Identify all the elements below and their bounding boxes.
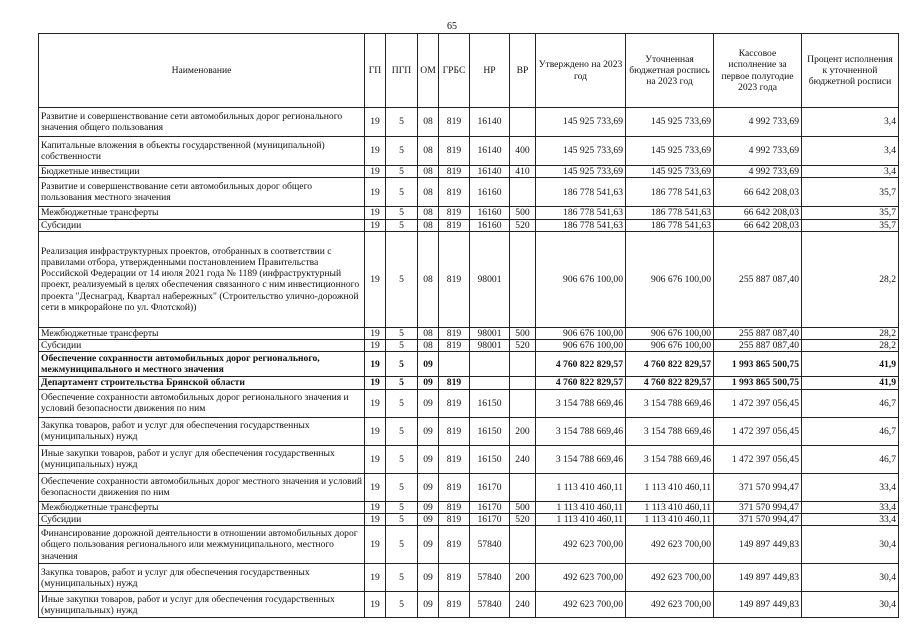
cell-percent: 33,4	[802, 501, 899, 513]
cell-np: 16150	[470, 445, 510, 473]
table-row	[39, 166, 899, 178]
cell-om: 09	[418, 473, 439, 501]
cell-om: 08	[418, 178, 439, 207]
cell-np: 16140	[470, 137, 510, 166]
cell-np	[470, 377, 510, 389]
cell-vr: 200	[510, 417, 536, 445]
cell-name: Иные закупки товаров, работ и услуг для обеспечения государственных (муниципальных) нужд	[39, 445, 365, 473]
cell-refined: 186 778 541,63	[626, 178, 714, 207]
cell-grbs: 819	[439, 166, 470, 178]
cell-approved: 186 778 541,63	[536, 178, 626, 207]
cell-cash: 371 570 994,47	[714, 473, 802, 501]
cell-grbs: 819	[439, 327, 470, 339]
table-row	[39, 137, 899, 166]
cell-ppgp: 5	[386, 592, 418, 618]
cell-name: Развитие и совершенствование сети автомобильных дорог регионального значения общего пользования	[39, 108, 365, 137]
cell-cash: 255 887 087,40	[714, 340, 802, 352]
header-refined: Уточненная бюджетная роспись на 2023 год	[626, 34, 714, 108]
cell-om: 09	[418, 501, 439, 513]
cell-grbs: 819	[439, 219, 470, 231]
cell-vr	[510, 231, 536, 327]
cell-ppgp: 5	[386, 473, 418, 501]
cell-np: 16160	[470, 219, 510, 231]
cell-cash: 4 992 733,69	[714, 137, 802, 166]
cell-cash: 66 642 208,03	[714, 207, 802, 219]
cell-grbs: 819	[439, 592, 470, 618]
cell-refined: 145 925 733,69	[626, 137, 714, 166]
header-grbs: ГРБС	[439, 34, 470, 108]
table-body	[39, 108, 899, 618]
cell-gp: 19	[365, 501, 386, 513]
cell-name: Межбюджетные трансферты	[39, 207, 365, 219]
cell-grbs: 819	[439, 417, 470, 445]
cell-percent: 33,4	[802, 514, 899, 526]
cell-vr: 520	[510, 514, 536, 526]
cell-gp: 19	[365, 417, 386, 445]
cell-ppgp: 5	[386, 564, 418, 592]
cell-ppgp: 5	[386, 178, 418, 207]
table-row	[39, 207, 899, 219]
table-row	[39, 445, 899, 473]
cell-cash: 149 897 449,83	[714, 564, 802, 592]
cell-vr	[510, 178, 536, 207]
cell-name: Обеспечение сохранности автомобильных дорог местного значения и условий безопасности движения по ним	[39, 473, 365, 501]
cell-np: 16140	[470, 108, 510, 137]
cell-vr: 520	[510, 340, 536, 352]
cell-gp: 19	[365, 377, 386, 389]
table-row	[39, 327, 899, 339]
cell-vr	[510, 108, 536, 137]
cell-approved: 492 623 700,00	[536, 526, 626, 564]
cell-ppgp: 5	[386, 445, 418, 473]
cell-ppgp: 5	[386, 327, 418, 339]
cell-om: 08	[418, 231, 439, 327]
cell-cash: 1 472 397 056,45	[714, 445, 802, 473]
cell-gp: 19	[365, 526, 386, 564]
cell-ppgp: 5	[386, 352, 418, 377]
cell-cash: 4 992 733,69	[714, 108, 802, 137]
cell-vr	[510, 473, 536, 501]
cell-ppgp: 5	[386, 231, 418, 327]
cell-vr: 240	[510, 592, 536, 618]
cell-ppgp: 5	[386, 501, 418, 513]
header-np: НР	[470, 34, 510, 108]
cell-refined: 4 760 822 829,57	[626, 352, 714, 377]
table-row	[39, 352, 899, 377]
header-gp: ГП	[365, 34, 386, 108]
cell-refined: 4 760 822 829,57	[626, 377, 714, 389]
cell-cash: 255 887 087,40	[714, 327, 802, 339]
cell-name: Закупка товаров, работ и услуг для обеспечения государственных (муниципальных) нужд	[39, 564, 365, 592]
cell-percent: 46,7	[802, 417, 899, 445]
cell-percent: 41,9	[802, 377, 899, 389]
cell-grbs: 819	[439, 445, 470, 473]
cell-np	[470, 352, 510, 377]
cell-approved: 906 676 100,00	[536, 327, 626, 339]
cell-ppgp: 5	[386, 526, 418, 564]
cell-vr: 410	[510, 166, 536, 178]
cell-refined: 1 113 410 460,11	[626, 514, 714, 526]
cell-gp: 19	[365, 178, 386, 207]
cell-grbs: 819	[439, 501, 470, 513]
cell-approved: 1 113 410 460,11	[536, 514, 626, 526]
cell-gp: 19	[365, 137, 386, 166]
cell-gp: 19	[365, 473, 386, 501]
cell-om: 08	[418, 108, 439, 137]
cell-approved: 906 676 100,00	[536, 231, 626, 327]
cell-vr	[510, 377, 536, 389]
cell-name: Капитальные вложения в объекты государственной (муниципальной) собственности	[39, 137, 365, 166]
cell-vr: 500	[510, 501, 536, 513]
cell-cash: 66 642 208,03	[714, 219, 802, 231]
cell-ppgp: 5	[386, 207, 418, 219]
cell-vr: 240	[510, 445, 536, 473]
cell-np: 16140	[470, 166, 510, 178]
cell-approved: 145 925 733,69	[536, 166, 626, 178]
cell-gp: 19	[365, 389, 386, 417]
cell-name: Реализация инфраструктурных проектов, отобранных в соответствии с правилами отбора, утвержденными постановлением Правительства Российской Федерации от 14 июля 2021 года № 1189 (инфраструктурный проект, реализуемый в целях обеспечения связанного с ним инвестиционного проекта "Деснаград, Квартал набережных" (Строительство улично-дорожной сети в микрорайоне по ул. Флотской))	[39, 231, 365, 327]
header-percent: Процент исполнения к уточненной бюджетной росписи	[802, 34, 899, 108]
cell-cash: 371 570 994,47	[714, 514, 802, 526]
cell-percent: 35,7	[802, 178, 899, 207]
cell-om: 09	[418, 445, 439, 473]
cell-percent: 28,2	[802, 327, 899, 339]
cell-approved: 4 760 822 829,57	[536, 377, 626, 389]
cell-om: 08	[418, 137, 439, 166]
cell-vr: 400	[510, 137, 536, 166]
cell-percent: 28,2	[802, 231, 899, 327]
cell-om: 08	[418, 219, 439, 231]
cell-refined: 492 623 700,00	[626, 526, 714, 564]
cell-gp: 19	[365, 352, 386, 377]
cell-grbs: 819	[439, 514, 470, 526]
cell-np: 16150	[470, 417, 510, 445]
cell-vr: 500	[510, 207, 536, 219]
cell-vr: 520	[510, 219, 536, 231]
cell-grbs: 819	[439, 207, 470, 219]
cell-percent: 28,2	[802, 340, 899, 352]
cell-grbs: 819	[439, 389, 470, 417]
cell-gp: 19	[365, 219, 386, 231]
cell-name: Финансирование дорожной деятельности в отношении автомобильных дорог общего пользования регионального или межмуниципального, местного значения	[39, 526, 365, 564]
cell-refined: 145 925 733,69	[626, 108, 714, 137]
table-row	[39, 377, 899, 389]
cell-om: 08	[418, 340, 439, 352]
cell-vr: 200	[510, 564, 536, 592]
cell-approved: 145 925 733,69	[536, 137, 626, 166]
cell-name: Субсидии	[39, 340, 365, 352]
cell-approved: 906 676 100,00	[536, 340, 626, 352]
cell-name: Субсидии	[39, 219, 365, 231]
cell-om: 09	[418, 377, 439, 389]
cell-approved: 3 154 788 669,46	[536, 445, 626, 473]
cell-cash: 1 993 865 500,75	[714, 377, 802, 389]
cell-gp: 19	[365, 207, 386, 219]
cell-cash: 1 472 397 056,45	[714, 389, 802, 417]
cell-percent: 3,4	[802, 108, 899, 137]
cell-percent: 35,7	[802, 219, 899, 231]
cell-name: Закупка товаров, работ и услуг для обеспечения государственных (муниципальных) нужд	[39, 417, 365, 445]
cell-percent: 46,7	[802, 445, 899, 473]
cell-gp: 19	[365, 327, 386, 339]
cell-ppgp: 5	[386, 389, 418, 417]
cell-gp: 19	[365, 340, 386, 352]
cell-vr	[510, 389, 536, 417]
table-row	[39, 417, 899, 445]
table-row	[39, 231, 899, 327]
table-row	[39, 340, 899, 352]
cell-approved: 1 113 410 460,11	[536, 473, 626, 501]
table-row	[39, 501, 899, 513]
cell-ppgp: 5	[386, 219, 418, 231]
cell-cash: 371 570 994,47	[714, 501, 802, 513]
table-row	[39, 514, 899, 526]
cell-vr	[510, 352, 536, 377]
cell-gp: 19	[365, 564, 386, 592]
cell-gp: 19	[365, 166, 386, 178]
cell-cash: 66 642 208,03	[714, 178, 802, 207]
cell-approved: 186 778 541,63	[536, 219, 626, 231]
cell-percent: 3,4	[802, 137, 899, 166]
cell-percent: 30,4	[802, 592, 899, 618]
table-header-row	[39, 34, 899, 108]
cell-refined: 3 154 788 669,46	[626, 445, 714, 473]
cell-om: 08	[418, 207, 439, 219]
cell-gp: 19	[365, 445, 386, 473]
table-row	[39, 592, 899, 618]
cell-grbs: 819	[439, 231, 470, 327]
cell-refined: 906 676 100,00	[626, 340, 714, 352]
cell-percent: 33,4	[802, 473, 899, 501]
cell-refined: 3 154 788 669,46	[626, 389, 714, 417]
page-number: 65	[447, 21, 457, 32]
header-cash: Кассовое исполнение за первое полугодие 2023 года	[714, 34, 802, 108]
cell-np: 98001	[470, 231, 510, 327]
table-row	[39, 178, 899, 207]
cell-refined: 906 676 100,00	[626, 231, 714, 327]
cell-refined: 186 778 541,63	[626, 219, 714, 231]
cell-approved: 3 154 788 669,46	[536, 417, 626, 445]
cell-gp: 19	[365, 592, 386, 618]
cell-om: 09	[418, 564, 439, 592]
cell-refined: 3 154 788 669,46	[626, 417, 714, 445]
cell-name: Обеспечение сохранности автомобильных дорог регионального, межмуниципального и местного значения	[39, 352, 365, 377]
cell-approved: 492 623 700,00	[536, 564, 626, 592]
cell-np: 16170	[470, 473, 510, 501]
cell-percent: 30,4	[802, 526, 899, 564]
cell-cash: 149 897 449,83	[714, 592, 802, 618]
cell-ppgp: 5	[386, 108, 418, 137]
cell-om: 09	[418, 592, 439, 618]
cell-name: Межбюджетные трансферты	[39, 501, 365, 513]
cell-vr	[510, 526, 536, 564]
cell-approved: 145 925 733,69	[536, 108, 626, 137]
table-row	[39, 219, 899, 231]
cell-np: 98001	[470, 327, 510, 339]
cell-approved: 4 760 822 829,57	[536, 352, 626, 377]
cell-percent: 35,7	[802, 207, 899, 219]
cell-name: Иные закупки товаров, работ и услуг для обеспечения государственных (муниципальных) нужд	[39, 592, 365, 618]
cell-refined: 906 676 100,00	[626, 327, 714, 339]
table-row	[39, 389, 899, 417]
cell-approved: 186 778 541,63	[536, 207, 626, 219]
cell-percent: 46,7	[802, 389, 899, 417]
cell-name: Межбюджетные трансферты	[39, 327, 365, 339]
cell-grbs: 819	[439, 526, 470, 564]
header-name: Наименование	[39, 34, 365, 108]
cell-percent: 41,9	[802, 352, 899, 377]
table-row	[39, 526, 899, 564]
cell-name: Департамент строительства Брянской области	[39, 377, 365, 389]
cell-refined: 186 778 541,63	[626, 207, 714, 219]
cell-cash: 255 887 087,40	[714, 231, 802, 327]
cell-np: 16160	[470, 178, 510, 207]
header-om: ОМ	[418, 34, 439, 108]
cell-approved: 3 154 788 669,46	[536, 389, 626, 417]
cell-gp: 19	[365, 231, 386, 327]
cell-grbs	[439, 352, 470, 377]
cell-refined: 492 623 700,00	[626, 592, 714, 618]
cell-cash: 1 472 397 056,45	[714, 417, 802, 445]
cell-name: Бюджетные инвестиции	[39, 166, 365, 178]
cell-np: 16170	[470, 514, 510, 526]
cell-np: 98001	[470, 340, 510, 352]
cell-om: 09	[418, 417, 439, 445]
cell-grbs: 819	[439, 564, 470, 592]
cell-np: 16150	[470, 389, 510, 417]
cell-np: 16160	[470, 207, 510, 219]
cell-om: 08	[418, 327, 439, 339]
cell-refined: 1 113 410 460,11	[626, 473, 714, 501]
cell-np: 57840	[470, 526, 510, 564]
header-vr: ВР	[510, 34, 536, 108]
cell-refined: 145 925 733,69	[626, 166, 714, 178]
cell-om: 09	[418, 526, 439, 564]
cell-om: 09	[418, 352, 439, 377]
cell-np: 57840	[470, 564, 510, 592]
cell-np: 57840	[470, 592, 510, 618]
cell-ppgp: 5	[386, 377, 418, 389]
cell-name: Субсидии	[39, 514, 365, 526]
header-approved: Утверждено на 2023 год	[536, 34, 626, 108]
budget-table	[38, 33, 899, 618]
table-row	[39, 564, 899, 592]
cell-refined: 492 623 700,00	[626, 564, 714, 592]
cell-cash: 149 897 449,83	[714, 526, 802, 564]
cell-grbs: 819	[439, 340, 470, 352]
cell-grbs: 819	[439, 108, 470, 137]
cell-vr: 500	[510, 327, 536, 339]
cell-grbs: 819	[439, 178, 470, 207]
cell-grbs: 819	[439, 137, 470, 166]
cell-gp: 19	[365, 514, 386, 526]
cell-grbs: 819	[439, 473, 470, 501]
cell-om: 09	[418, 514, 439, 526]
cell-ppgp: 5	[386, 166, 418, 178]
cell-approved: 492 623 700,00	[536, 592, 626, 618]
cell-ppgp: 5	[386, 137, 418, 166]
cell-ppgp: 5	[386, 417, 418, 445]
cell-om: 08	[418, 166, 439, 178]
cell-grbs: 819	[439, 377, 470, 389]
table-row	[39, 108, 899, 137]
cell-om: 09	[418, 389, 439, 417]
cell-np: 16170	[470, 501, 510, 513]
table-row	[39, 473, 899, 501]
cell-approved: 1 113 410 460,11	[536, 501, 626, 513]
header-ppgp: ПГП	[386, 34, 418, 108]
cell-percent: 3,4	[802, 166, 899, 178]
cell-cash: 4 992 733,69	[714, 166, 802, 178]
cell-cash: 1 993 865 500,75	[714, 352, 802, 377]
cell-gp: 19	[365, 108, 386, 137]
cell-ppgp: 5	[386, 514, 418, 526]
cell-ppgp: 5	[386, 340, 418, 352]
cell-name: Обеспечение сохранности автомобильных дорог регионального значения и условий безопасности движения по ним	[39, 389, 365, 417]
cell-name: Развитие и совершенствование сети автомобильных дорог общего пользования местного значения	[39, 178, 365, 207]
cell-refined: 1 113 410 460,11	[626, 501, 714, 513]
cell-percent: 30,4	[802, 564, 899, 592]
